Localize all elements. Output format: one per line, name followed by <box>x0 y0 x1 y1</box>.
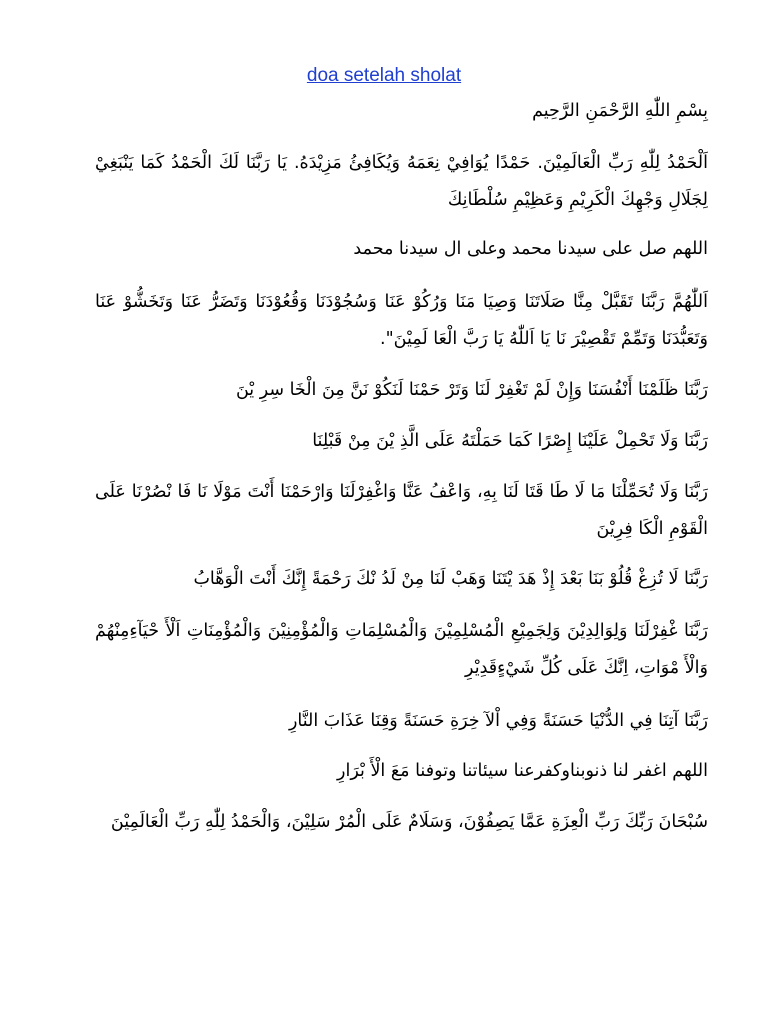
paragraph-hamdalah: اَلْحَمْدُ لِلّٰهِ رَبِّ الْعَالَمِيْنَ. حَمْدًا يُوَافِيْ نِعَمَهُ وَيُكَافِئُ مَزِيْدَهُ. يَا رَبَّنَا لَكَ الْحَمْدُ كَمَا يَنْبَغِيْ لِجَلَالِ وَجْهِكَ الْكَرِيْمِ وَعَظِيْمِ سُلْطَانِكَ <box>95 153 708 210</box>
paragraph-dua-1: رَبَّنَا ظَلَمْنَا أَنْفُسَنَا وَإِنْ لَمْ تَغْفِرْ لَنَا وَتَرْ حَمْنَا لَنَكُوْ نَنَّ مِنَ الْخَا سِرِ يْنَ <box>235 380 708 400</box>
paragraph-salawat: اللهم صل على سيدنا محمد وعلى ال سيدنا محمد <box>353 239 708 259</box>
paragraph-basmala: بِسْمِ اللّٰهِ الرَّحْمَنِ الرَّحِيم <box>532 101 708 121</box>
paragraph-dua-2: رَبَّنَا وَلَا تَحْمِلْ عَلَيْنَا إِصْرًا كَمَا حَمَلْتَهُ عَلَى الَّذِ يْنَ مِنْ قَبْلِنَا <box>312 431 708 451</box>
paragraph-dua-7: اللهم اغفر لنا ذنوبناوكفرعنا سيئاتنا وتوفنا مَعَ الْأَ بْرَارِ <box>337 761 708 781</box>
paragraph-dua-5: رَبَّنَا غْفِرْلَنَا وَلِوَالِدِيْنَ وَلِجَمِيْعِ الْمُسْلِمِيْنَ وَالْمُسْلِمَاتِ وَالْمُؤْمِنِيْنَ وَالْمُؤْمِنَاتِ اَلْأَ حْيَآءِمِنْهُمْ وَالْأَ مْوَاتِ، اِنَّكَ عَلَى كُلِّ شَيْءٍقَدِيْرِ <box>95 621 708 678</box>
paragraph-acceptance: اَللّٰهُمَّ رَبَّنَا تَقَبَّلْ مِنَّا صَلَاتَنَا وَصِيَا مَنَا وَرُكُوْ عَنَا وَسُجُوْدَنَا وَقُعُوْدَنَا وَتَضَرُّ عَنَا وَتَخَشُّوْ عَنَا وَتَعَبُّدَنَا وَتَمِّمْ تَقْصِيْرَ نَا يَا اَللّٰهُ يَا رَبَّ الْعَا لَمِيْنَ". <box>95 292 708 349</box>
paragraph-dua-4: رَبَّنَا لَا تُزِغْ قُلُوْ بَنَا بَعْدَ إِذْ هَدَ يْتَنَا وَهَبْ لَنَا مِنْ لَدُ نْكَ رَحْمَةً إِنَّكَ أَنْتَ الْوَهَّابُ <box>193 569 708 589</box>
paragraph-closing: سُبْحَانَ رَبِّكَ رَبِّ الْعِزَةِ عَمَّا يَصِفُوْنَ، وَسَلَامٌ عَلَى الْمُرْ سَلِيْنَ، وَالْحَمْدُ لِلّٰهِ رَبِّ الْعَالَمِيْنَ <box>110 812 708 832</box>
title-link[interactable]: doa setelah sholat <box>306 65 462 86</box>
paragraph-dua-3: رَبَّنَا وَلَا تُحَمِّلْنَا مَا لَا طَا قَتَا لَنَا بِهِ، وَاعْفُ عَنَّا وَاغْفِرْلَنَا وَارْحَمْنَا أَنْتَ مَوْلَا نَا فَا نْصُرْنَا عَلَى الْقَوْمِ الْكَا فِرِيْنَ <box>95 482 708 539</box>
paragraph-dua-6: رَبَّنَا آتِنَا فِي الدُّنْيَا حَسَنَةً وَفِي اْلآ خِرَةِ حَسَنَةً وَقِنَا عَذَابَ النَّارِ <box>288 711 708 731</box>
page-title <box>0 64 768 88</box>
